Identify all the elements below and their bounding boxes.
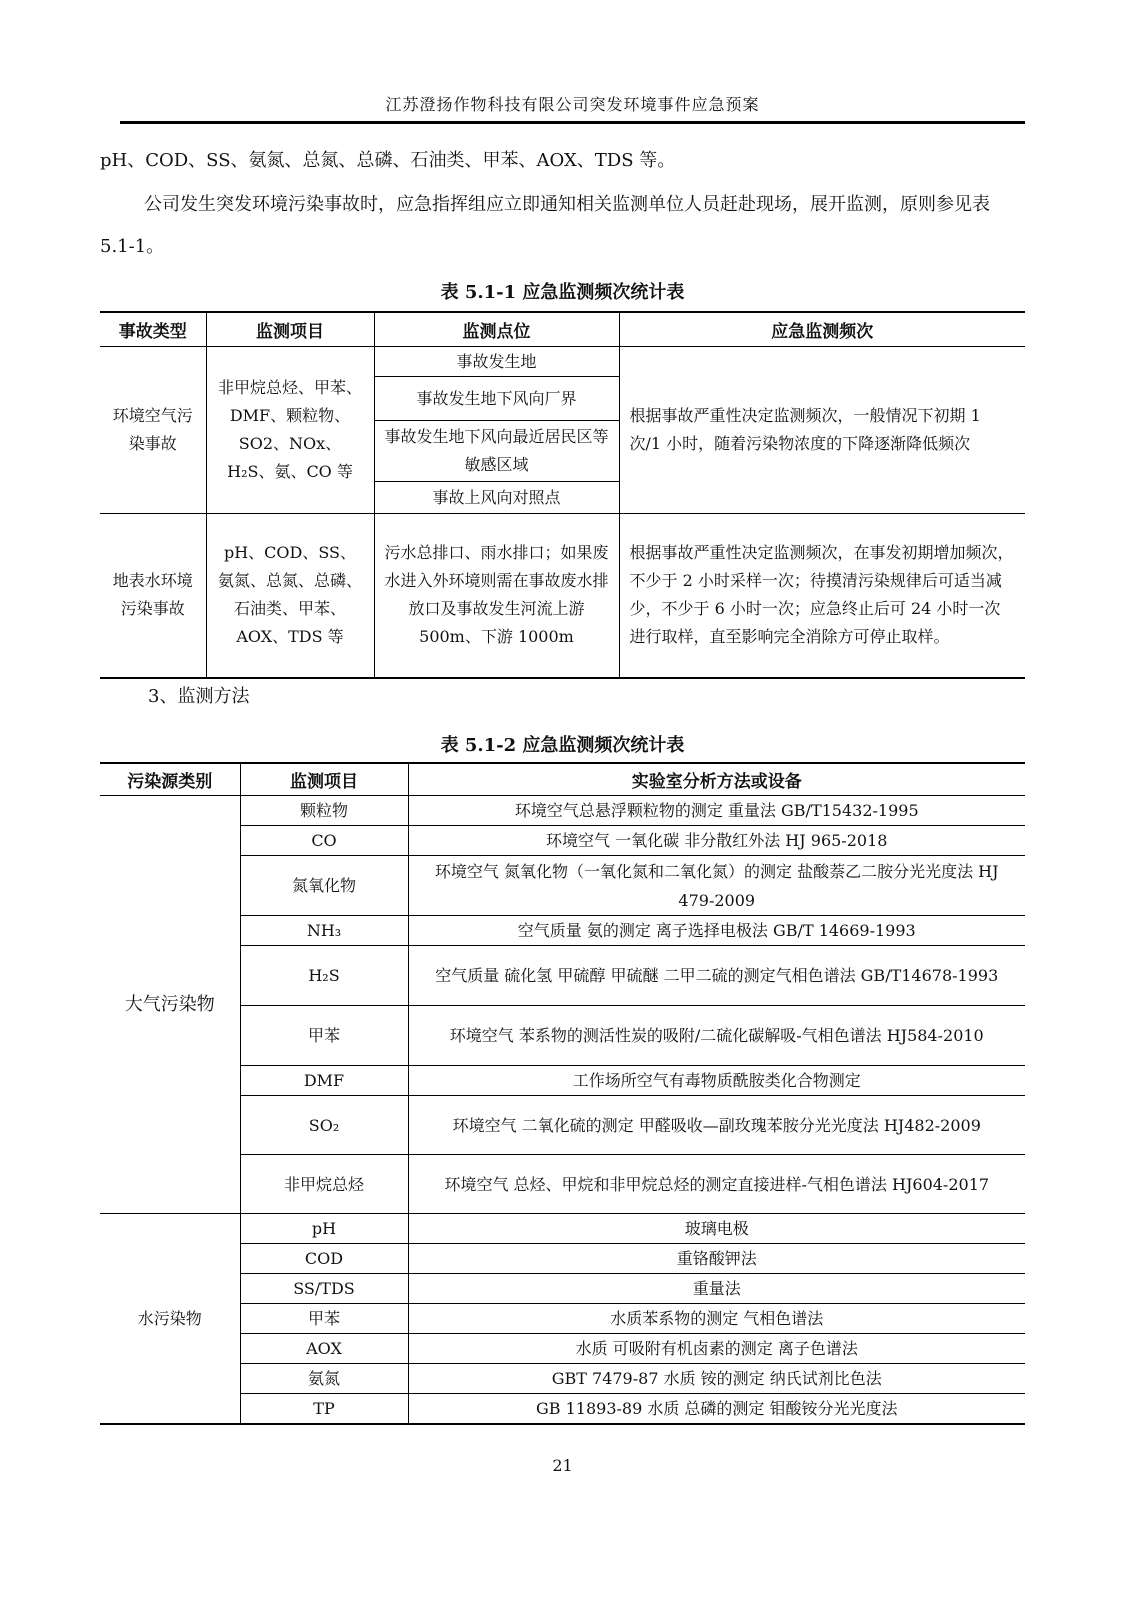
monitor-frequency-air: 根据事故严重性决定监测频次，一般情况下初期 1 次/1 小时，随着污染物浓度的下降逐渐降低频次 bbox=[619, 347, 1025, 514]
method-desc: 环境空气 一氧化碳 非分散红外法 HJ 965-2018 bbox=[408, 826, 1025, 856]
table2-header-cell: 实验室分析方法或设备 bbox=[408, 763, 1025, 796]
table2-header-cell: 污染源类别 bbox=[100, 763, 240, 796]
monitor-point: 事故发生地下风向最近居民区等敏感区域 bbox=[374, 421, 619, 482]
section-heading: 3、监测方法 bbox=[148, 686, 250, 707]
method-item: COD bbox=[240, 1244, 408, 1274]
pollutant-category-water: 水污染物 bbox=[100, 1214, 240, 1425]
method-item: 甲苯 bbox=[240, 1304, 408, 1334]
table-row bbox=[100, 347, 1025, 377]
method-desc: 环境空气 二氧化硫的测定 甲醛吸收—副玫瑰苯胺分光光度法 HJ482-2009 bbox=[408, 1096, 1025, 1155]
table2-header-row bbox=[100, 763, 1025, 796]
accident-type-water: 地表水环境污染事故 bbox=[100, 514, 206, 678]
table-monitoring-frequency bbox=[100, 311, 1025, 679]
method-item: H₂S bbox=[240, 946, 408, 1006]
table-lab-methods bbox=[100, 762, 1025, 1425]
table-row bbox=[100, 796, 1025, 826]
table1-header-row bbox=[100, 312, 1025, 347]
method-desc: 空气质量 硫化氢 甲硫醇 甲硫醚 二甲二硫的测定气相色谱法 GB/T14678-1993 bbox=[408, 946, 1025, 1006]
method-desc: 水质 可吸附有机卤素的测定 离子色谱法 bbox=[408, 1334, 1025, 1364]
method-item: SS/TDS bbox=[240, 1274, 408, 1304]
method-desc: 环境空气总悬浮颗粒物的测定 重量法 GB/T15432-1995 bbox=[408, 796, 1025, 826]
method-item: CO bbox=[240, 826, 408, 856]
table2-header-cell: 监测项目 bbox=[240, 763, 408, 796]
method-desc: 水质苯系物的测定 气相色谱法 bbox=[408, 1304, 1025, 1334]
method-item: 氨氮 bbox=[240, 1364, 408, 1394]
monitor-point: 事故发生地下风向厂界 bbox=[374, 377, 619, 421]
method-item: TP bbox=[240, 1394, 408, 1425]
page-header: 江苏澄扬作物科技有限公司突发环境事件应急预案 bbox=[385, 95, 760, 114]
method-desc: 环境空气 总烃、甲烷和非甲烷总烃的测定直接进样-气相色谱法 HJ604-2017 bbox=[408, 1155, 1025, 1214]
accident-type-air: 环境空气污染事故 bbox=[100, 347, 206, 514]
method-desc: 环境空气 苯系物的测活性炭的吸附/二硫化碳解吸-气相色谱法 HJ584-2010 bbox=[408, 1006, 1025, 1066]
table1-header-cell: 事故类型 bbox=[100, 312, 206, 347]
paragraph-monitoring-items: pH、COD、SS、氨氮、总氮、总磷、石油类、甲苯、AOX、TDS 等。 bbox=[100, 150, 676, 171]
method-item: 氮氧化物 bbox=[240, 856, 408, 916]
header-divider bbox=[120, 121, 1025, 124]
method-item: DMF bbox=[240, 1066, 408, 1096]
table-row bbox=[100, 514, 1025, 678]
method-item: NH₃ bbox=[240, 916, 408, 946]
page-number: 21 bbox=[552, 1456, 573, 1475]
paragraph-monitoring-notice: 公司发生突发环境污染事故时，应急指挥组应立即通知相关监测单位人员赶赴现场，展开监测，原则参见表 5.1-1。 bbox=[100, 194, 990, 257]
table1-header-cell: 监测项目 bbox=[206, 312, 374, 347]
method-desc: 重量法 bbox=[408, 1274, 1025, 1304]
monitor-point: 事故上风向对照点 bbox=[374, 482, 619, 514]
table1-header-cell: 应急监测频次 bbox=[619, 312, 1025, 347]
monitor-items-air: 非甲烷总烃、甲苯、DMF、颗粒物、SO2、NOx、H₂S、氨、CO 等 bbox=[206, 347, 374, 514]
method-desc: GBT 7479-87 水质 铵的测定 纳氏试剂比色法 bbox=[408, 1364, 1025, 1394]
table1-header-cell: 监测点位 bbox=[374, 312, 619, 347]
monitor-point: 事故发生地 bbox=[374, 347, 619, 377]
method-item: SO₂ bbox=[240, 1096, 408, 1155]
method-item: 甲苯 bbox=[240, 1006, 408, 1066]
method-desc: 工作场所空气有毒物质酰胺类化合物测定 bbox=[408, 1066, 1025, 1096]
method-desc: 空气质量 氨的测定 离子选择电极法 GB/T 14669-1993 bbox=[408, 916, 1025, 946]
method-item: pH bbox=[240, 1214, 408, 1244]
method-desc: GB 11893-89 水质 总磷的测定 钼酸铵分光光度法 bbox=[408, 1394, 1025, 1425]
monitor-frequency-water: 根据事故严重性决定监测频次，在事发初期增加频次，不少于 2 小时采样一次；待摸清污染规律后可适当减少，不少于 6 小时一次；应急终止后可 24 小时一次进行取样，直至影响完全消除方可停止取样。 bbox=[619, 514, 1025, 678]
method-desc: 重铬酸钾法 bbox=[408, 1244, 1025, 1274]
pollutant-category-air: 大气污染物 bbox=[100, 796, 240, 1214]
table-row bbox=[100, 1214, 1025, 1244]
method-item: AOX bbox=[240, 1334, 408, 1364]
method-item: 非甲烷总烃 bbox=[240, 1155, 408, 1214]
monitor-items-water: pH、COD、SS、氨氮、总氮、总磷、石油类、甲苯、AOX、TDS 等 bbox=[206, 514, 374, 678]
monitor-point: 污水总排口、雨水排口；如果废水进入外环境则需在事故废水排放口及事故发生河流上游 500m、下游 1000m bbox=[374, 514, 619, 678]
table1-caption: 表 5.1-1 应急监测频次统计表 bbox=[440, 282, 685, 303]
table2-caption: 表 5.1-2 应急监测频次统计表 bbox=[440, 735, 685, 756]
method-desc: 玻璃电极 bbox=[408, 1214, 1025, 1244]
method-item: 颗粒物 bbox=[240, 796, 408, 826]
method-desc: 环境空气 氮氧化物（一氧化氮和二氧化氮）的测定 盐酸萘乙二胺分光光度法 HJ 479-2009 bbox=[408, 856, 1025, 916]
